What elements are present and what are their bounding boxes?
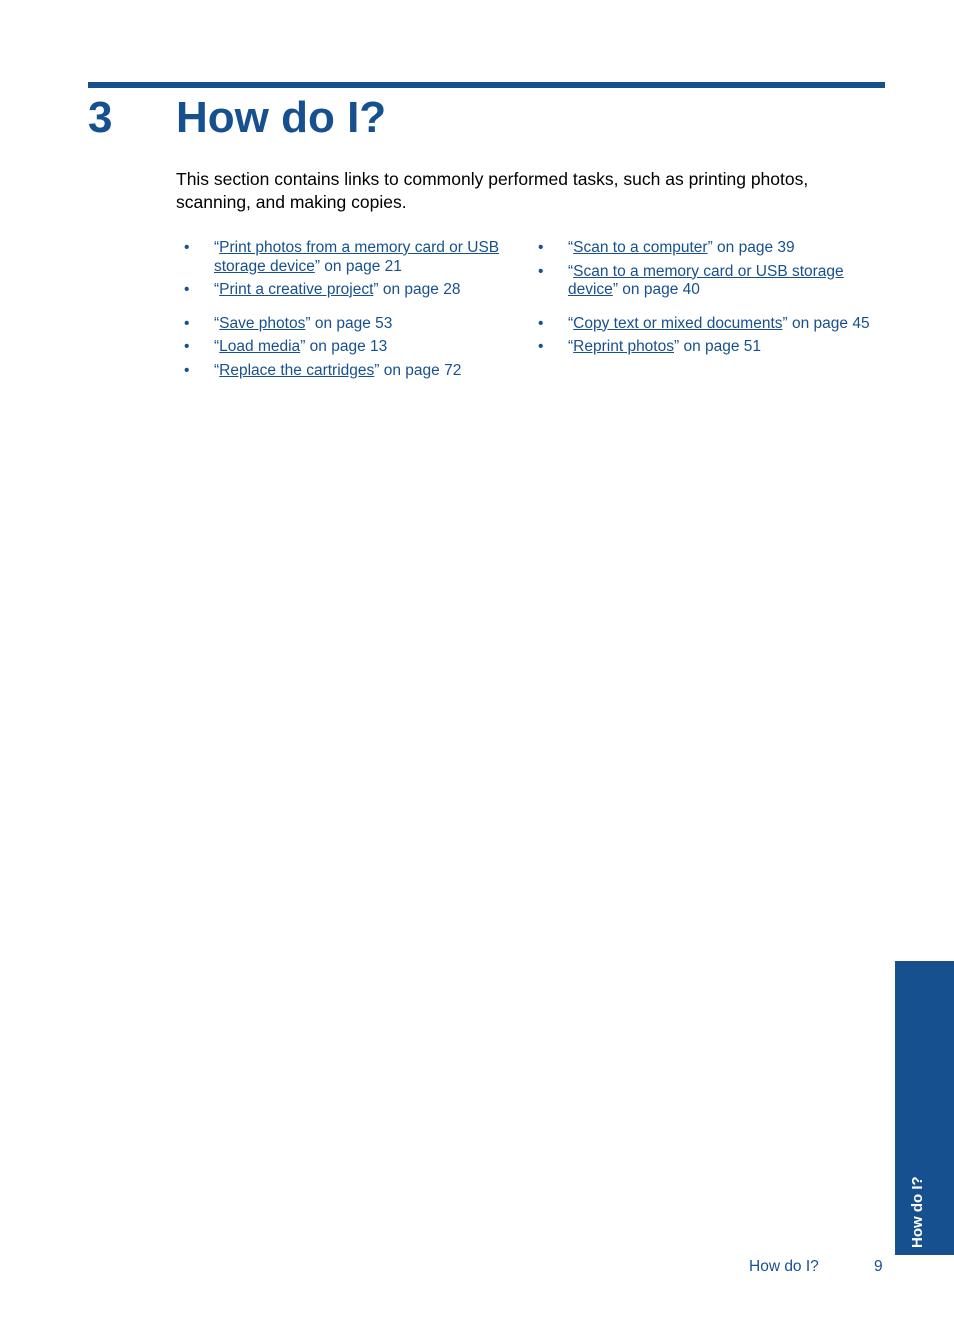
list-item [530, 239, 875, 258]
link-scan-to-computer[interactable]: Scan to a computer [573, 239, 708, 256]
side-tab-label: How do I? [909, 1176, 926, 1248]
open-quote: “ [214, 281, 220, 298]
link-print-photos[interactable]: Print photos from a memory card or USB storage device [214, 239, 500, 275]
footer-section-title: How do I? [749, 1258, 819, 1275]
page-reference: ” on page 39 [707, 239, 795, 256]
link-scan-to-memory-card[interactable]: Scan to a memory card or USB storage device [568, 262, 844, 298]
list-item [176, 239, 526, 276]
list-item [176, 315, 526, 334]
open-quote: “ [214, 361, 220, 379]
open-quote: “ [568, 239, 574, 256]
link-print-creative-project[interactable]: Print a creative project [219, 281, 374, 298]
link-reprint-photos[interactable]: Reprint photos [573, 338, 674, 355]
open-quote: “ [568, 262, 574, 280]
open-quote: “ [214, 314, 220, 332]
link-copy-text-or-mixed-documents[interactable]: Copy text or mixed documents [573, 314, 783, 332]
footer-page-number: 9 [874, 1258, 883, 1275]
open-quote: “ [568, 338, 574, 355]
open-quote: “ [214, 338, 220, 355]
chapter-header-rule [88, 82, 885, 88]
link-save-photos[interactable]: Save photos [219, 314, 306, 332]
list-item [530, 338, 875, 357]
chapter-number: 3 [88, 93, 113, 142]
page-reference: ” on page 51 [673, 338, 762, 355]
page-reference: ” on page 40 [612, 281, 700, 298]
page-reference: ” on page 72 [374, 361, 462, 379]
page-reference: ” on page 45 [782, 314, 870, 332]
list-item [176, 281, 526, 300]
list-item [530, 263, 875, 300]
list-item [176, 338, 526, 357]
page-reference: ” on page 28 [373, 281, 461, 298]
link-load-media[interactable]: Load media [219, 338, 301, 355]
page-reference: ” on page 21 [314, 257, 402, 275]
chapter-title: How do I? [176, 93, 387, 142]
list-item [176, 362, 526, 381]
page-reference: ” on page 13 [300, 338, 388, 355]
list-item [530, 315, 875, 334]
intro-paragraph: This section contains links to commonly performed tasks, such as printing photos, scanning, and making copies. [176, 169, 809, 212]
task-links-right [530, 239, 875, 357]
link-replace-cartridges[interactable]: Replace the cartridges [219, 361, 375, 379]
page-reference: ” on page 53 [305, 314, 393, 332]
task-links-left [176, 239, 526, 380]
open-quote: “ [568, 314, 574, 332]
open-quote: “ [214, 239, 220, 256]
